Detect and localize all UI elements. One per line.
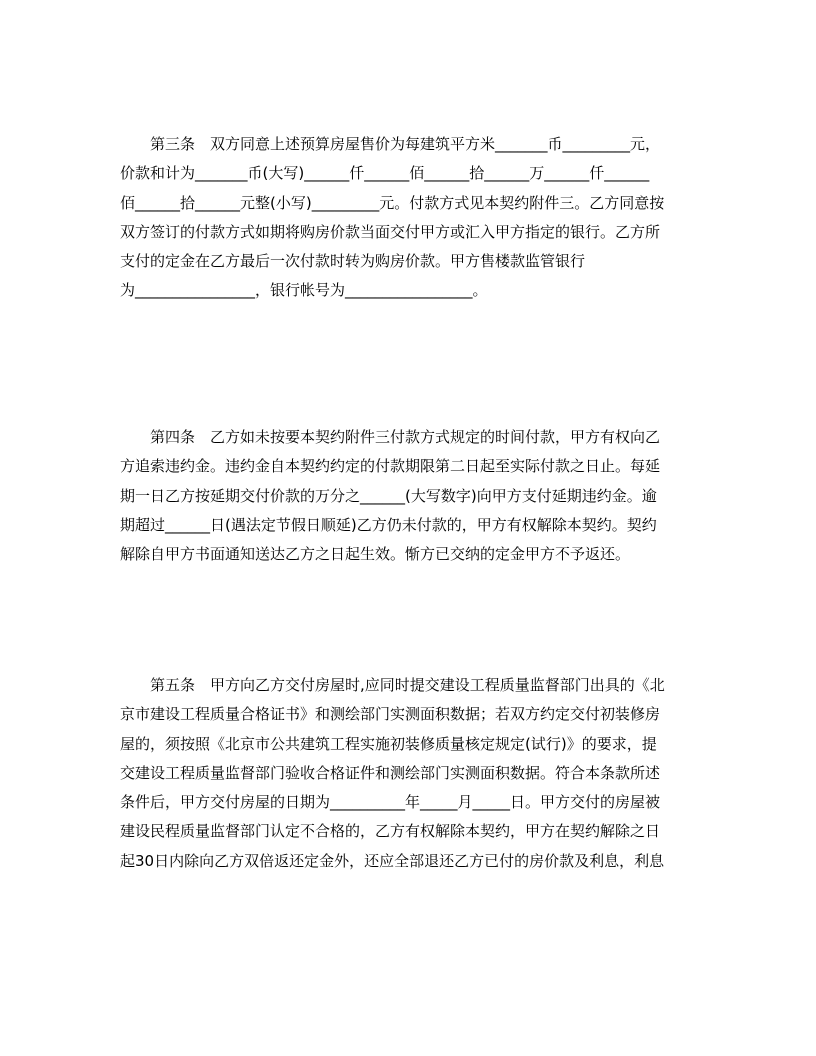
article-3-line-2: 价款和计为_______币(大写)______仟______佰______拾______万______仟______ [120,164,650,183]
article-3-line-3: 佰______拾______元整(小写)_________元。付款方式见本契约附件三。乙方同意按 [120,193,665,212]
article-5-line-4: 交建设工程质量监督部门验收合格证件和测绘部门实测面积数据。符合本条款所述 [120,763,661,782]
article-3-paragraph [120,130,700,306]
article-4-line-3: 期一日乙方按延期交付价款的万分之______(大写数字)向甲方支付延期违约金。逾 [120,486,657,505]
article-3-line-6: 为________________，银行帐号为_________________。 [120,281,488,300]
article-4-line-2: 方追索违约金。违约金自本契约约定的付款期限第二日起至实际付款之日止。每延 [120,457,661,476]
article-5-line-5: 条件后，甲方交付房屋的日期为__________年_____月_____日。甲方交付的房屋被 [120,793,661,812]
article-4-line-5: 解除自甲方书面通知送达乙方之日起生效。惭方已交纳的定金甲方不予返还。 [120,545,631,564]
article-3-line-5: 支付的定金在乙方最后一次付款时转为购房价款。甲方售楼款监管银行 [120,252,586,271]
article-5-paragraph [120,671,700,876]
article-5-line-6: 建设民程质量监督部门认定不合格的，乙方有权解除本契约，甲方在契约解除之日 [120,822,661,841]
article-5-line-3: 屋的，须按照《北京市公共建筑工程实施初装修质量核定规定(试行)》的要求，提 [120,734,657,753]
article-4-line-1: 第四条 乙方如未按要本契约附件三付款方式规定的时间付款，甲方有权向乙 [150,428,661,446]
article-4-line-4: 期超过______日(遇法定节假日顺延)乙方仍未付款的，甲方有权解除本契约。契约 [120,515,657,534]
article-3-line-4: 双方签订的付款方式如期将购房价款当面交付甲方或汇入甲方指定的银行。乙方所 [120,222,661,241]
article-4-paragraph [120,423,700,569]
article-5-line-1: 第五条 甲方向乙方交付房屋时,应同时提交建设工程质量监督部门出具的《北 [150,676,665,694]
article-5-line-2: 京市建设工程质量合格证书》和测绘部门实测面积数据；若双方约定交付初装修房 [120,705,661,724]
article-3-line-1: 第三条 双方同意上述预算房屋售价为每建筑平方米_______币_________元， [150,135,661,153]
article-5-line-7: 起30日内除向乙方双倍返还定金外，还应全部退还乙方已付的房价款及利息，利息 [120,851,665,870]
